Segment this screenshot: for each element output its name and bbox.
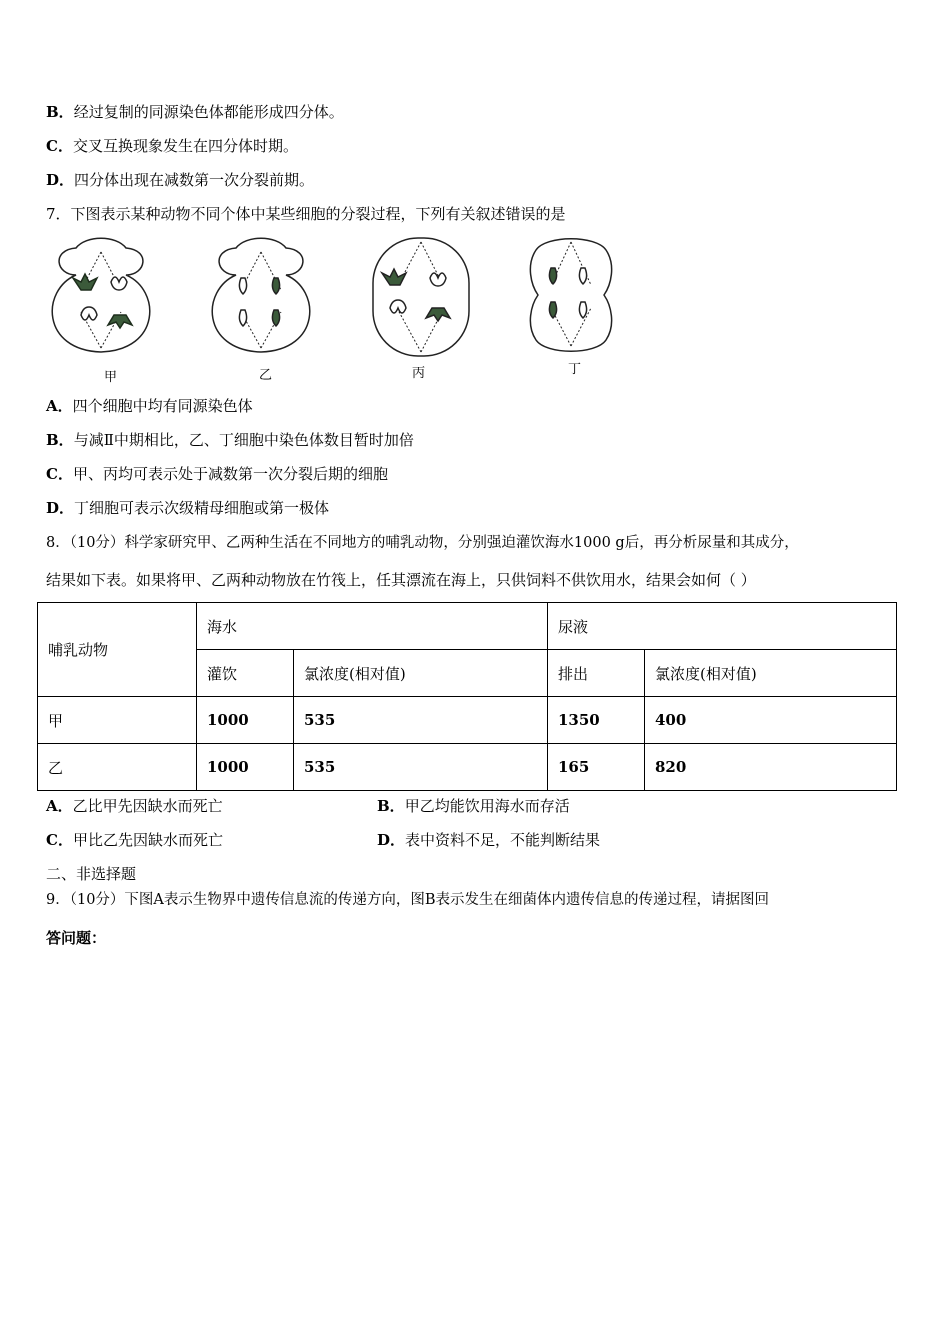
cell-yi: [212, 238, 309, 352]
cell-out: 1350: [548, 697, 645, 744]
table-row: [38, 744, 897, 791]
header-seawater: 海水: [197, 603, 548, 650]
cell-cl-out: 400: [645, 697, 897, 744]
cell-bing: [373, 238, 469, 356]
q6-option-c: C．交叉互换现象发生在四分体时期。: [46, 137, 298, 155]
cell-ding: [530, 239, 611, 352]
caption-ding: 丁: [568, 362, 582, 377]
q8-data-table: [37, 602, 897, 791]
cell-cl-in: 535: [294, 744, 548, 791]
q8-stem-line1: 8．（10分）科学家研究甲、乙两种生活在不同地方的哺乳动物，分别强迫灌饮海水1000 g后，再分析尿量和其成分，: [46, 535, 799, 551]
cell-cl-in: 535: [294, 697, 548, 744]
caption-yi: 乙: [259, 368, 273, 383]
q9-line2: 答问题：: [46, 929, 107, 947]
q7-option-c: C．甲、丙均可表示处于减数第一次分裂后期的细胞: [46, 465, 388, 483]
q6-option-d: D．四分体出现在减数第一次分裂前期。: [46, 171, 315, 189]
section-heading: 二、非选择题: [46, 865, 137, 883]
cell-animal: 乙: [38, 744, 197, 791]
q8-option-a: A．乙比甲先因缺水而死亡: [46, 797, 223, 815]
q7-option-a: A．四个细胞中均有同源染色体: [46, 397, 253, 415]
subheader-cl-out: 氯浓度(相对值): [645, 650, 897, 697]
q8-option-b: B．甲乙均能饮用海水而存活: [377, 797, 570, 815]
q8-option-c: C．甲比乙先因缺水而死亡: [46, 831, 223, 849]
q7-option-b: B．与减Ⅱ中期相比，乙、丁细胞中染色体数目暂时加倍: [46, 431, 414, 449]
q8-option-d: D．表中资料不足，不能判断结果: [377, 831, 601, 849]
q8-stem-line2: 结果如下表。如果将甲、乙两种动物放在竹筏上，任其漂流在海上，只供饲料不供饮用水，结果会如何（ ）: [46, 571, 756, 589]
table-row: [38, 697, 897, 744]
caption-jia: 甲: [104, 370, 118, 385]
table-header-row: [38, 603, 897, 650]
subheader-drink: 灌饮: [197, 650, 294, 697]
cell-drink: 1000: [197, 744, 294, 791]
cell-drink: 1000: [197, 697, 294, 744]
cell-diagrams: [46, 230, 646, 390]
cell-jia: [52, 238, 149, 352]
caption-bing: 丙: [412, 366, 426, 381]
header-animal: 哺乳动物: [38, 603, 197, 697]
cell-division-figure: [46, 230, 646, 390]
subheader-cl-in: 氯浓度(相对值): [294, 650, 548, 697]
subheader-out: 排出: [548, 650, 645, 697]
q9-line1: 9．（10分）下图A表示生物界中遗传信息流的传递方向，图B表示发生在细菌体内遗传信息的传递过程，请据图回: [46, 892, 770, 908]
cell-out: 165: [548, 744, 645, 791]
cell-animal: 甲: [38, 697, 197, 744]
q7-stem: 7．下图表示某种动物不同个体中某些细胞的分裂过程，下列有关叙述错误的是: [46, 205, 566, 223]
cell-cl-out: 820: [645, 744, 897, 791]
q6-option-b: B．经过复制的同源染色体都能形成四分体。: [46, 103, 344, 121]
header-urine: 尿液: [548, 603, 897, 650]
q7-option-d: D．丁细胞可表示次级精母细胞或第一极体: [46, 499, 330, 517]
